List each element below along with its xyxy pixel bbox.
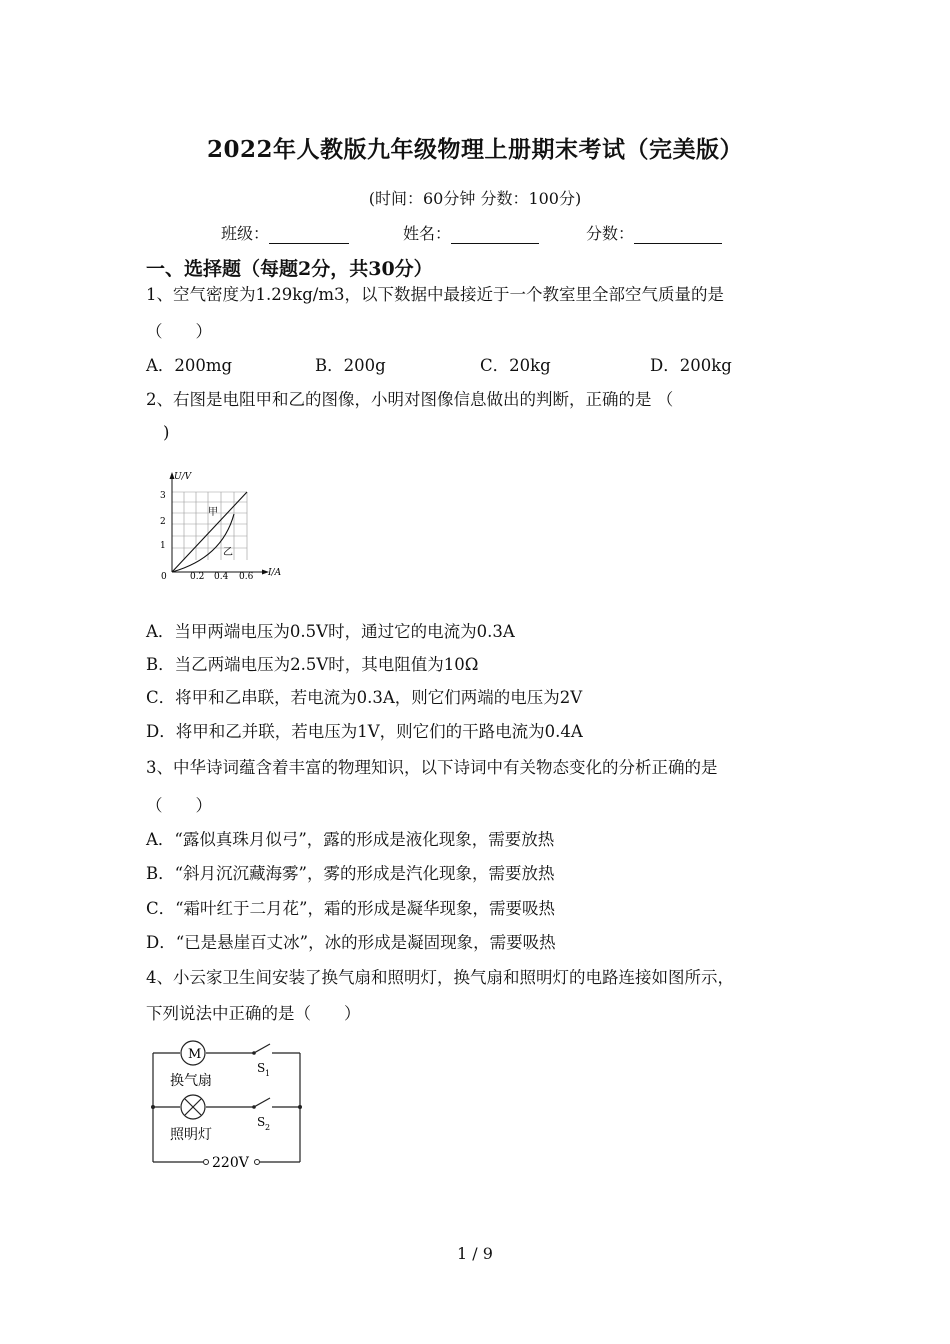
q2-graph [152, 462, 292, 584]
q3-option-d: D．“已是悬崖百丈冰”，冰的形成是凝固现象，需要吸热 [146, 933, 556, 952]
q4-circuit [148, 1040, 308, 1172]
y-tick-2: 2 [160, 517, 166, 527]
terminal-right [255, 1160, 260, 1165]
switch-s1-subscript: 1 [265, 1069, 271, 1078]
switch-s1-blade [254, 1044, 270, 1053]
q2-option-b: B．当乙两端电压为2.5V时，其电阻值为10Ω [146, 655, 479, 674]
q3-paren: （ ） [146, 796, 212, 815]
x-tick-0.4: 0.4 [214, 572, 229, 582]
y-tick-1: 1 [160, 541, 166, 551]
q1-stem: 1、空气密度为1.29kg/m3，以下数据中最接近于一个教室里全部空气质量的是 [146, 285, 724, 304]
q2-stem-cont: ) [163, 423, 170, 442]
q2-option-a: A．当甲两端电压为0.5V时，通过它的电流为0.3A [146, 622, 515, 641]
x-tick-0.6: 0.6 [239, 572, 254, 582]
x-tick-0.2: 0.2 [190, 572, 205, 582]
q4-stem-line2: 下列说法中正确的是（ ） [146, 1004, 361, 1023]
score-label: 分数： [586, 224, 635, 243]
class-blank [269, 225, 349, 244]
switch-s2-contact [252, 1105, 256, 1109]
q1-option-a: A．200mg [146, 356, 233, 375]
q1-paren: （ ） [146, 322, 212, 341]
switch-s1-contact [252, 1051, 256, 1055]
score-blank [634, 225, 722, 244]
q4-stem-line1: 4、小云家卫生间安装了换气扇和照明灯，换气扇和照明灯的电路连接如图所示， [146, 968, 734, 987]
q2-stem: 2、右图是电阻甲和乙的图像，小明对图像信息做出的判断，正确的是 （ [146, 390, 674, 409]
class-label: 班级： [221, 224, 270, 243]
curve-yi-line [172, 514, 234, 572]
curve-jia-label: 甲 [208, 507, 218, 518]
junction-dot [151, 1105, 155, 1109]
name-blank [451, 225, 539, 244]
score-field [586, 221, 722, 244]
time-score-line: (时间：60分钟 分数：100分) [368, 189, 582, 208]
switch-s2-blade [254, 1098, 270, 1107]
q1-option-c: C．20kg [480, 356, 551, 375]
name-field [403, 221, 539, 244]
origin-label: 0 [161, 572, 167, 582]
switch-s2-subscript: 2 [265, 1123, 271, 1132]
voltage-label: 220V [212, 1155, 249, 1171]
junction-dot [298, 1105, 302, 1109]
fan-label: 换气扇 [170, 1073, 212, 1089]
page-title: 2022年人教版九年级物理上册期末考试（完美版） [206, 136, 743, 163]
q3-stem: 3、中华诗词蕴含着丰富的物理知识，以下诗词中有关物态变化的分析正确的是 [146, 758, 718, 777]
curve-jia-line [172, 492, 247, 572]
q1-option-b: B．200g [315, 356, 386, 375]
switch-s2-label: S [257, 1115, 266, 1129]
q2-option-d: D．将甲和乙并联，若电压为1V，则它们的干路电流为0.4A [146, 722, 583, 741]
y-tick-3: 3 [160, 491, 166, 501]
y-axis-label: U/V [174, 472, 192, 482]
name-label: 姓名： [403, 224, 452, 243]
graph-grid [172, 492, 247, 560]
terminal-left [204, 1160, 209, 1165]
q1-option-d: D．200kg [650, 356, 732, 375]
switch-s1-label: S [257, 1061, 266, 1075]
q3-option-b: B．“斜月沉沉藏海雾”，雾的形成是汽化现象，需要放热 [146, 864, 555, 883]
q2-option-c: C．将甲和乙串联，若电流为0.3A，则它们两端的电压为2V [146, 688, 583, 707]
q3-option-a: A．“露似真珠月似弓”，露的形成是液化现象，需要放热 [146, 830, 555, 849]
q3-option-c: C．“霜叶红于二月花”，霜的形成是凝华现象，需要吸热 [146, 899, 555, 918]
page-number: 1 / 9 [457, 1244, 493, 1263]
curve-yi-label: 乙 [223, 547, 233, 558]
motor-label: M [188, 1047, 202, 1062]
class-field [221, 221, 349, 244]
section-heading: 一、选择题（每题2分，共30分） [146, 258, 433, 280]
x-axis-label: I/A [268, 568, 282, 578]
lamp-label: 照明灯 [170, 1127, 212, 1143]
